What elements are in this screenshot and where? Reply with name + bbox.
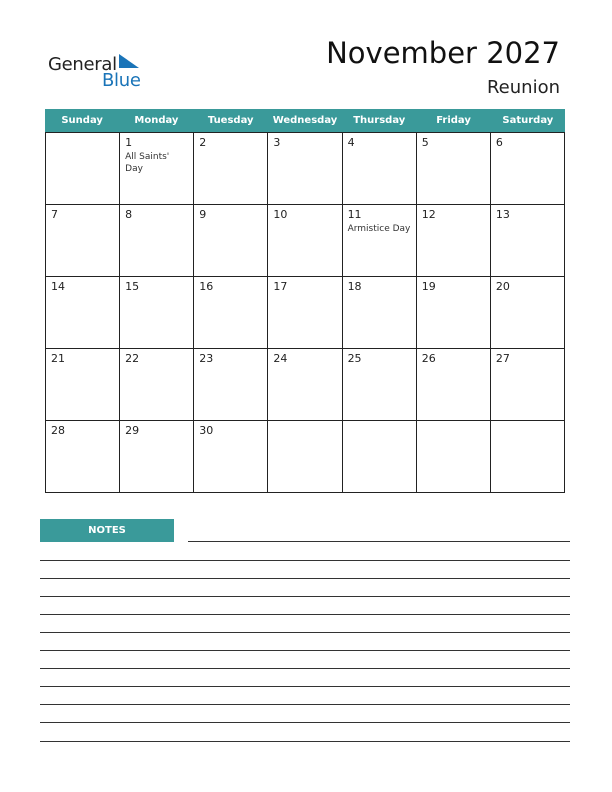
note-line (40, 686, 570, 687)
day-number: 3 (273, 136, 281, 149)
day-number: 18 (347, 280, 362, 293)
day-cell (120, 133, 194, 205)
day-cell (491, 349, 565, 421)
day-number: 9 (199, 208, 207, 221)
day-number: 20 (495, 280, 510, 293)
week-row (46, 205, 565, 277)
note-line (40, 560, 570, 561)
holiday-label: Armistice Day (347, 224, 411, 234)
day-number: 22 (125, 352, 140, 365)
day-cell (343, 205, 417, 277)
note-line (188, 541, 570, 542)
day-cell (417, 277, 491, 349)
day-number: 28 (51, 424, 65, 437)
day-number: 29 (125, 424, 140, 437)
note-line (40, 668, 570, 669)
day-number: 5 (421, 136, 429, 149)
day-cell (491, 133, 565, 205)
week-row (46, 133, 565, 205)
day-cell (120, 349, 194, 421)
day-cell (194, 133, 268, 205)
day-cell (268, 205, 342, 277)
note-line (40, 578, 570, 579)
day-number: 21 (51, 352, 65, 365)
day-number: 8 (125, 208, 133, 221)
logo (48, 50, 158, 92)
weekday-monday: Monday (134, 115, 179, 126)
day-cell (46, 277, 120, 349)
note-line (40, 704, 570, 705)
day-cell (46, 133, 120, 205)
day-cell (417, 133, 491, 205)
day-number: 6 (495, 136, 503, 149)
day-number: 24 (273, 352, 288, 365)
calendar-grid (45, 132, 565, 493)
region-label: Reunion (486, 77, 560, 98)
day-number: 14 (51, 280, 65, 293)
day-number: 12 (421, 208, 436, 221)
note-line (40, 741, 570, 742)
logo-blue-text: Blue (102, 70, 141, 91)
holiday-label: All Saints' Day (125, 152, 170, 174)
weekday-tuesday: Tuesday (207, 115, 254, 126)
day-cell (343, 421, 417, 493)
day-number: 17 (273, 280, 288, 293)
day-number: 15 (125, 280, 140, 293)
day-number: 27 (495, 352, 510, 365)
day-cell (46, 349, 120, 421)
day-cell (120, 277, 194, 349)
day-number: 30 (199, 424, 214, 437)
day-number: 4 (347, 136, 355, 149)
day-number: 10 (273, 208, 288, 221)
day-number: 1 (125, 136, 133, 149)
day-number: 25 (347, 352, 362, 365)
day-cell (268, 133, 342, 205)
day-number: 11 (347, 208, 362, 221)
day-number: 7 (51, 208, 58, 221)
note-line (40, 632, 570, 633)
note-line (40, 650, 570, 651)
note-line (40, 722, 570, 723)
note-line (40, 596, 570, 597)
calendar (45, 109, 565, 493)
day-number: 23 (199, 352, 214, 365)
day-cell (491, 205, 565, 277)
weekday-header (45, 109, 565, 132)
day-cell (343, 277, 417, 349)
day-cell (491, 421, 565, 493)
day-number: 26 (421, 352, 436, 365)
day-number: 2 (199, 136, 207, 149)
logo-triangle-icon (119, 54, 139, 68)
day-cell (194, 277, 268, 349)
day-cell (120, 421, 194, 493)
day-cell (268, 277, 342, 349)
weekday-sunday: Sunday (61, 115, 103, 126)
note-line (40, 614, 570, 615)
day-cell (343, 349, 417, 421)
day-number: 13 (495, 208, 510, 221)
day-number: 19 (421, 280, 436, 293)
day-cell (417, 205, 491, 277)
day-cell (343, 133, 417, 205)
day-cell (268, 421, 342, 493)
weekday-thursday: Thursday (353, 115, 406, 126)
weekday-wednesday: Wednesday (272, 115, 338, 126)
day-cell (194, 349, 268, 421)
day-cell (120, 205, 194, 277)
week-row (46, 421, 565, 493)
day-cell (491, 277, 565, 349)
weekday-friday: Friday (436, 115, 471, 126)
day-cell (417, 421, 491, 493)
week-row (46, 277, 565, 349)
logo-general-text: General (48, 54, 117, 75)
day-cell (194, 205, 268, 277)
day-cell (268, 349, 342, 421)
day-cell (194, 421, 268, 493)
day-cell (46, 421, 120, 493)
week-row (46, 349, 565, 421)
weekday-saturday: Saturday (502, 115, 554, 126)
notes-label: NOTES (40, 519, 174, 542)
day-cell (46, 205, 120, 277)
day-cell (417, 349, 491, 421)
day-number: 16 (199, 280, 214, 293)
page-title: November 2027 (326, 36, 560, 70)
